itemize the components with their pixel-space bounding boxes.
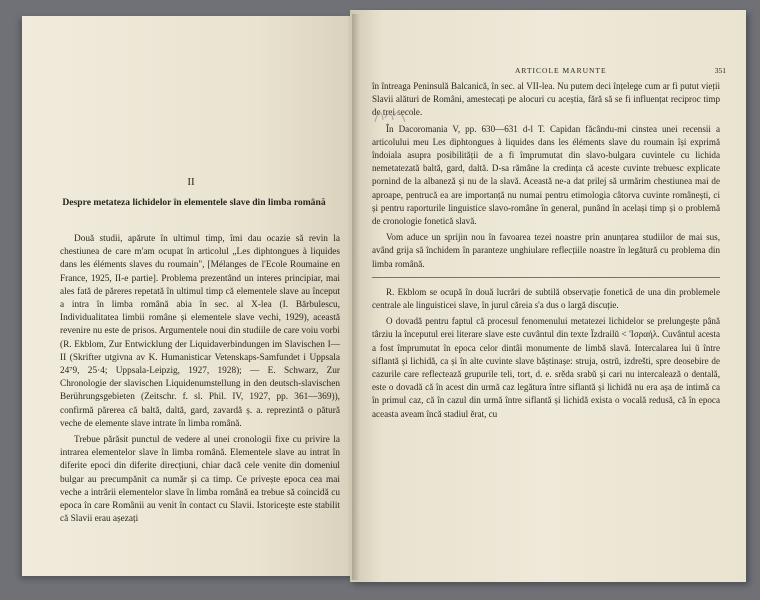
running-header bbox=[350, 66, 746, 78]
right-paragraph-4: R. Ekblom se ocupă în două lucrări de subtilă observație fonetică de una din problemele centrale ale linguisticei slave, în jurul căreia s'a dus o largă discuție. bbox=[372, 286, 720, 311]
page-number: 351 bbox=[714, 66, 726, 75]
section-title: Despre metateza lichidelor în elementele slave din limba română bbox=[62, 197, 326, 208]
left-page bbox=[22, 16, 360, 576]
section-divider bbox=[372, 277, 720, 278]
left-paragraph-2: Trebue părăsit punctul de vedere al unei cronologii fixe cu privire la intrarea elementelor slave în limba română. Elementele slave au intrat în diferite epoci din diferite direcțiuni, chiar dacă cele venite din domeniul bulgar au precumpănit ca număr și ca timp. Ce privește epoca cea mai veche a intrării elementelor slave în limba română ea trebue să coincidă cu epoca în care Românii au venit în contact cu Slavii. Istoricește este stabilit că Slavii erau așezați bbox=[60, 435, 340, 525]
right-paragraph-3: Vom aduce un sprijin nou în favoarea tezei noastre prin anunțarea studiilor de mai sus, având grija să închidem în paranteze unghiulare reflecțiile noastre în legătură cu problema din limba română. bbox=[372, 232, 720, 269]
right-page bbox=[350, 10, 746, 582]
pencil-annotation-icon bbox=[372, 104, 408, 130]
book-gutter-shadow bbox=[352, 14, 360, 580]
running-title: ARTICOLE MARUNTE bbox=[515, 66, 607, 75]
left-paragraph-1: Două studii, apărute în ultimul timp, îmi dau ocazie să revin la chestiunea de care m'am ocupat în articolul „Les diphtongues à liquides dans les éléments slaves du roumain", [Mélanges de l'Ecole Roumaine en France, 1925, II-e partie]. Problema prezentând un interes principiar, mai ales fată de păreres repetată în ultimul timp că elementele slave au început a intra în limba română abia în sec. al X-lea (I. Bărbulescu, Individualitatea limbii române și elementele slave vechi, 1929), această revenire nu este de prisos. Argumentele noui din studiile de care voiu vorbi (R. Ekblom, Zur Entwicklung der Liquidaverbindungen im Slavischen I—II (Skrifter utgivna av K. Humanisticar Vetenskaps-Samfundet i Uppsala 24⁷9, 25·4; Uppsala-Leipzig, 1927, 1928); — E. Schwarz, Zur Chronologie der slavischen Liquidenumstellung in den deutsch-slavischen Berührungsgebieten (Zeitschr. f. sl. Phil. IV, 1927, pp. 361—369)), confirmă părerea că baltă, daltă, gard, zavardă ș. a. reprezintă o pătură veche de elemente slave intrate în limba română. bbox=[60, 234, 340, 429]
right-paragraph-5: O dovadă pentru faptul că procesul fenomenului metatezei lichidelor se prelungește până târziu la începutul erei literare slave este cuvântul din texte Ïzdrailŭ < 'Ισραήλ. Cuvântul acesta a fost împrumutat în epoca celor dintâi monumente de limbă slavă. Intercalarea lui ŭ între siflantă și lichidă, ca și în alte cuvinte slave băștinașe: struja, ostrŭ, izdrešti, spre deosebire de cazurile care reflectează grupurile teli, tort, d. e. srěda srabŭ și cari nu intercalează o dentală, este o dovadă că în acest din urmă caz legătura între siflantă și lichidă nu era așa de intimă ca în primul caz, că în cazul din urmă între siflantă și lichidă exista o vocală redusă, că în epoca aceasta aveam încă stadiul ĕrat, cu bbox=[372, 316, 720, 419]
right-paragraph-1: în întreaga Peninsulă Balcanică, în sec. al VII-lea. Nu putem deci înțelege cum ar fi putut vieții Slavii alături de Români, amestecați pe alocuri cu aceștia, fără să se fi influențat reciproc timp de trei secole. bbox=[372, 81, 720, 118]
right-text-column bbox=[372, 80, 720, 424]
section-number: II bbox=[187, 176, 195, 188]
left-text-column bbox=[60, 233, 340, 529]
right-paragraph-2: În Dacoromania V, pp. 630—631 d-l T. Capidan făcându-mi cinstea unei recensii a articolului meu Les diphtongues à liquides dans les éléments slave du roumain își exprimă îndoiala asupra posibilității de a fi împrumutat din slavo-bulgara cuvintele cu lichida nemetatezată baltă, gard, daltă. D-sa rămâne la credința că aceste cuvinte trebuesc explicate pornind de la albaneză și nu de la slavă. Această ne-a dat prilej să urmărim chestiunea mai de aproape, pentrucă ea are importanță nu numai pentru etimologia câtorva cuvinte românești, ci și pentru raporturile linguistice slavo-române în general, punând în același timp și o problemă de cronologie fonetică slavă. bbox=[372, 123, 720, 227]
